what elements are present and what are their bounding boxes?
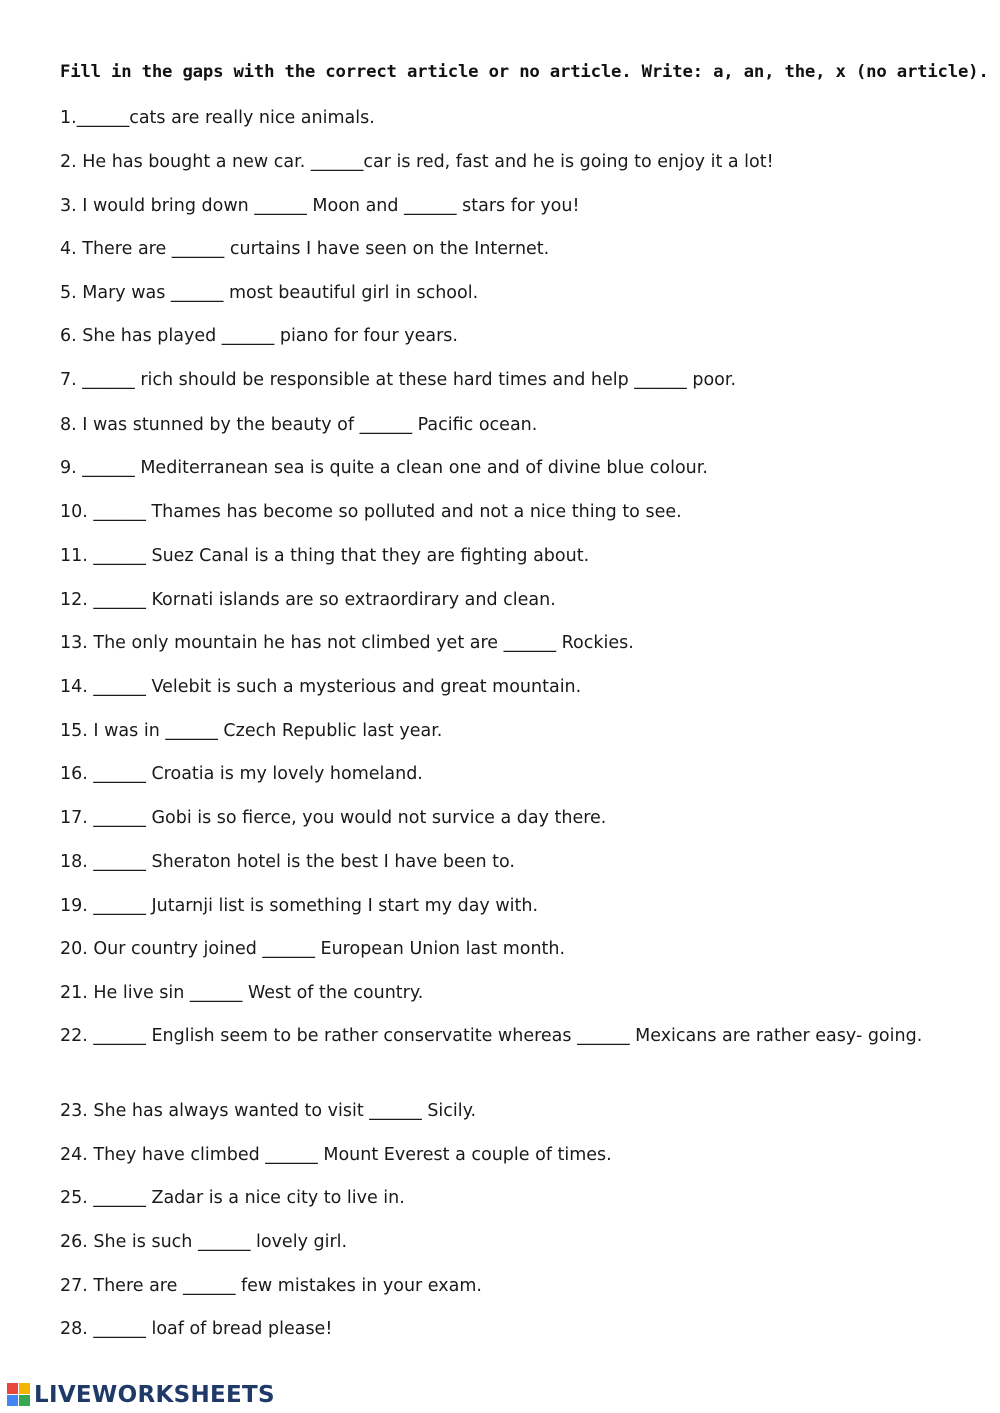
logo-square-blue <box>7 1395 18 1406</box>
question-1: 1.______cats are really nice animals. <box>60 108 375 128</box>
question-8: 8. I was stunned by the beauty of ______ Pacific ocean. <box>60 415 538 435</box>
question-7: 7. ______ rich should be responsible at these hard times and help ______ poor. <box>60 370 737 390</box>
question-13: 13. The only mountain he has not climbed yet are ______ Rockies. <box>60 633 634 653</box>
liveworksheets-logo <box>7 1380 275 1410</box>
question-12: 12. ______ Kornati islands are so extraordirary and clean. <box>60 590 556 610</box>
logo-square-red <box>7 1383 18 1394</box>
question-11: 11. ______ Suez Canal is a thing that they are fighting about. <box>60 546 590 566</box>
question-24: 24. They have climbed ______ Mount Everest a couple of times. <box>60 1145 612 1165</box>
question-6: 6. She has played ______ piano for four years. <box>60 326 458 346</box>
logo-square-yellow <box>19 1383 30 1394</box>
question-3: 3. I would bring down ______ Moon and ______ stars for you! <box>60 196 580 216</box>
question-18: 18. ______ Sheraton hotel is the best I have been to. <box>60 852 515 872</box>
question-15: 15. I was in ______ Czech Republic last year. <box>60 721 443 741</box>
question-14: 14. ______ Velebit is such a mysterious and great mountain. <box>60 677 582 697</box>
question-23: 23. She has always wanted to visit ______ Sicily. <box>60 1101 477 1121</box>
logo-square-green <box>19 1395 30 1406</box>
question-21: 21. He live sin ______ West of the country. <box>60 983 424 1003</box>
question-17: 17. ______ Gobi is so fierce, you would not survice a day there. <box>60 808 607 828</box>
liveworksheets-logo-icon <box>7 1383 31 1407</box>
question-20: 20. Our country joined ______ European Union last month. <box>60 939 566 959</box>
question-27: 27. There are ______ few mistakes in your exam. <box>60 1276 482 1296</box>
question-4: 4. There are ______ curtains I have seen on the Internet. <box>60 239 550 259</box>
question-9: 9. ______ Mediterranean sea is quite a clean one and of divine blue colour. <box>60 458 708 478</box>
question-10: 10. ______ Thames has become so polluted and not a nice thing to see. <box>60 502 682 522</box>
question-22: 22. ______ English seem to be rather conservatite whereas ______ Mexicans are rather easy- going. <box>60 1026 923 1046</box>
instructions-heading: Fill in the gaps with the correct article or no article. Write: a, an, the, x (no article). <box>60 62 989 82</box>
question-2: 2. He has bought a new car. ______car is red, fast and he is going to enjoy it a lot! <box>60 152 774 172</box>
question-5: 5. Mary was ______ most beautiful girl in school. <box>60 283 479 303</box>
question-16: 16. ______ Croatia is my lovely homeland. <box>60 764 423 784</box>
question-19: 19. ______ Jutarnji list is something I start my day with. <box>60 896 539 916</box>
question-25: 25. ______ Zadar is a nice city to live in. <box>60 1188 405 1208</box>
question-28: 28. ______ loaf of bread please! <box>60 1319 333 1339</box>
question-26: 26. She is such ______ lovely girl. <box>60 1232 348 1252</box>
brand-name: LIVEWORKSHEETS <box>34 1382 275 1408</box>
